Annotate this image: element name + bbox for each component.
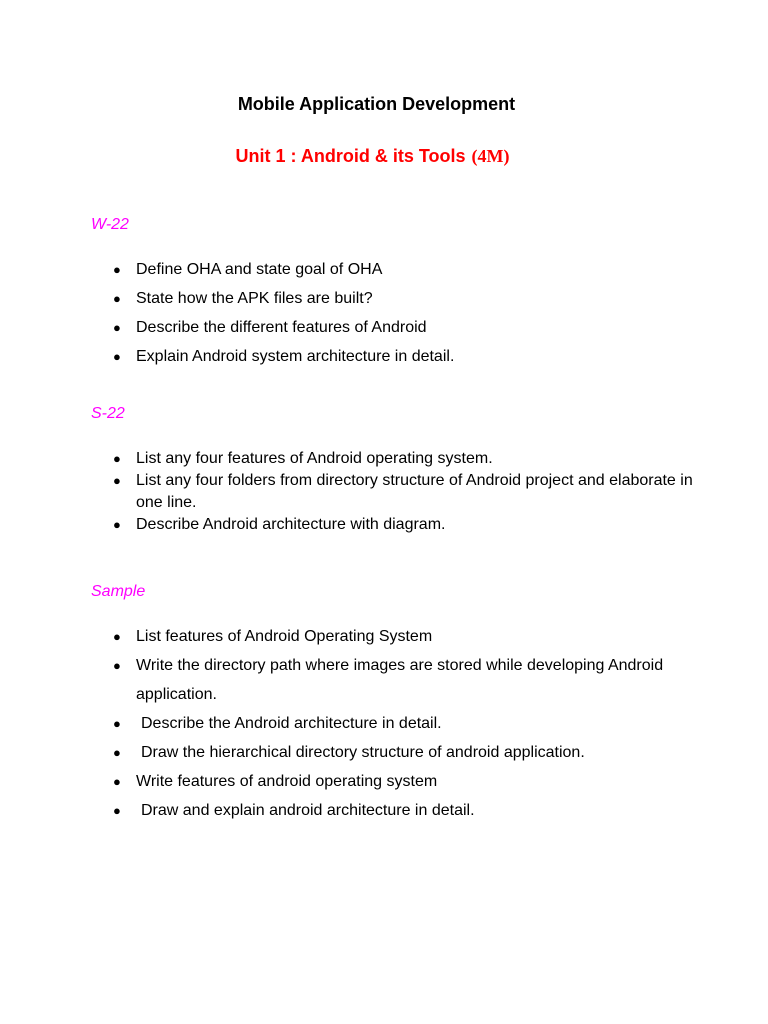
question-list-w22 — [0, 255, 696, 371]
list-item — [0, 709, 701, 738]
question-text: Draw the hierarchical directory structure of android application. — [141, 744, 585, 761]
question-text: Describe Android architecture with diagram. — [136, 516, 446, 533]
bullet-icon: ● — [113, 262, 121, 277]
unit-marks: (4M) — [471, 146, 510, 166]
question-text: List features of Android Operating System — [136, 628, 433, 645]
question-text: Explain Android system architecture in detail. — [136, 348, 455, 365]
question-text: List any four features of Android operating system. — [136, 450, 493, 467]
question-text: List any four folders from directory structure of Android project and elaborate in one line. — [136, 472, 693, 511]
question-list-sample — [0, 622, 701, 825]
question-text: Describe the Android architecture in detail. — [141, 715, 442, 732]
list-item — [0, 738, 701, 767]
bullet-icon: ● — [113, 349, 121, 364]
bullet-icon: ● — [113, 803, 121, 818]
list-item — [0, 796, 701, 825]
bullet-icon: ● — [113, 716, 121, 731]
list-item — [0, 514, 696, 536]
question-text: Write features of android operating system — [136, 773, 438, 790]
list-item — [0, 342, 696, 371]
question-text: Describe the different features of Android — [136, 319, 427, 336]
unit-title — [0, 144, 745, 168]
list-item — [0, 255, 696, 284]
question-list-s22 — [0, 448, 696, 536]
question-text: State how the APK files are built? — [136, 290, 373, 307]
list-item — [0, 313, 696, 342]
bullet-icon: ● — [113, 291, 121, 306]
section-label-sample: Sample — [91, 583, 146, 600]
question-text: Define OHA and state goal of OHA — [136, 261, 383, 278]
section-label-w22: W-22 — [91, 216, 129, 233]
bullet-icon: ● — [113, 451, 121, 466]
bullet-icon: ● — [113, 745, 121, 760]
bullet-icon: ● — [113, 517, 121, 532]
question-text: Write the directory path where images are stored while developing Android application. — [136, 657, 664, 703]
list-item — [0, 622, 696, 651]
bullet-icon: ● — [113, 320, 121, 335]
list-item — [0, 470, 696, 514]
bullet-icon: ● — [113, 473, 121, 488]
question-text: Draw and explain android architecture in detail. — [141, 802, 475, 819]
section-label-s22: S-22 — [91, 405, 125, 422]
document-title: Mobile Application Development — [237, 94, 516, 114]
list-item — [0, 767, 696, 796]
bullet-icon: ● — [113, 629, 121, 644]
list-item — [0, 284, 696, 313]
unit-title-text: Unit 1 : Android & its Tools — [235, 146, 466, 166]
list-item — [0, 651, 696, 709]
bullet-icon: ● — [113, 774, 121, 789]
list-item — [0, 448, 696, 470]
bullet-icon: ● — [113, 658, 121, 673]
